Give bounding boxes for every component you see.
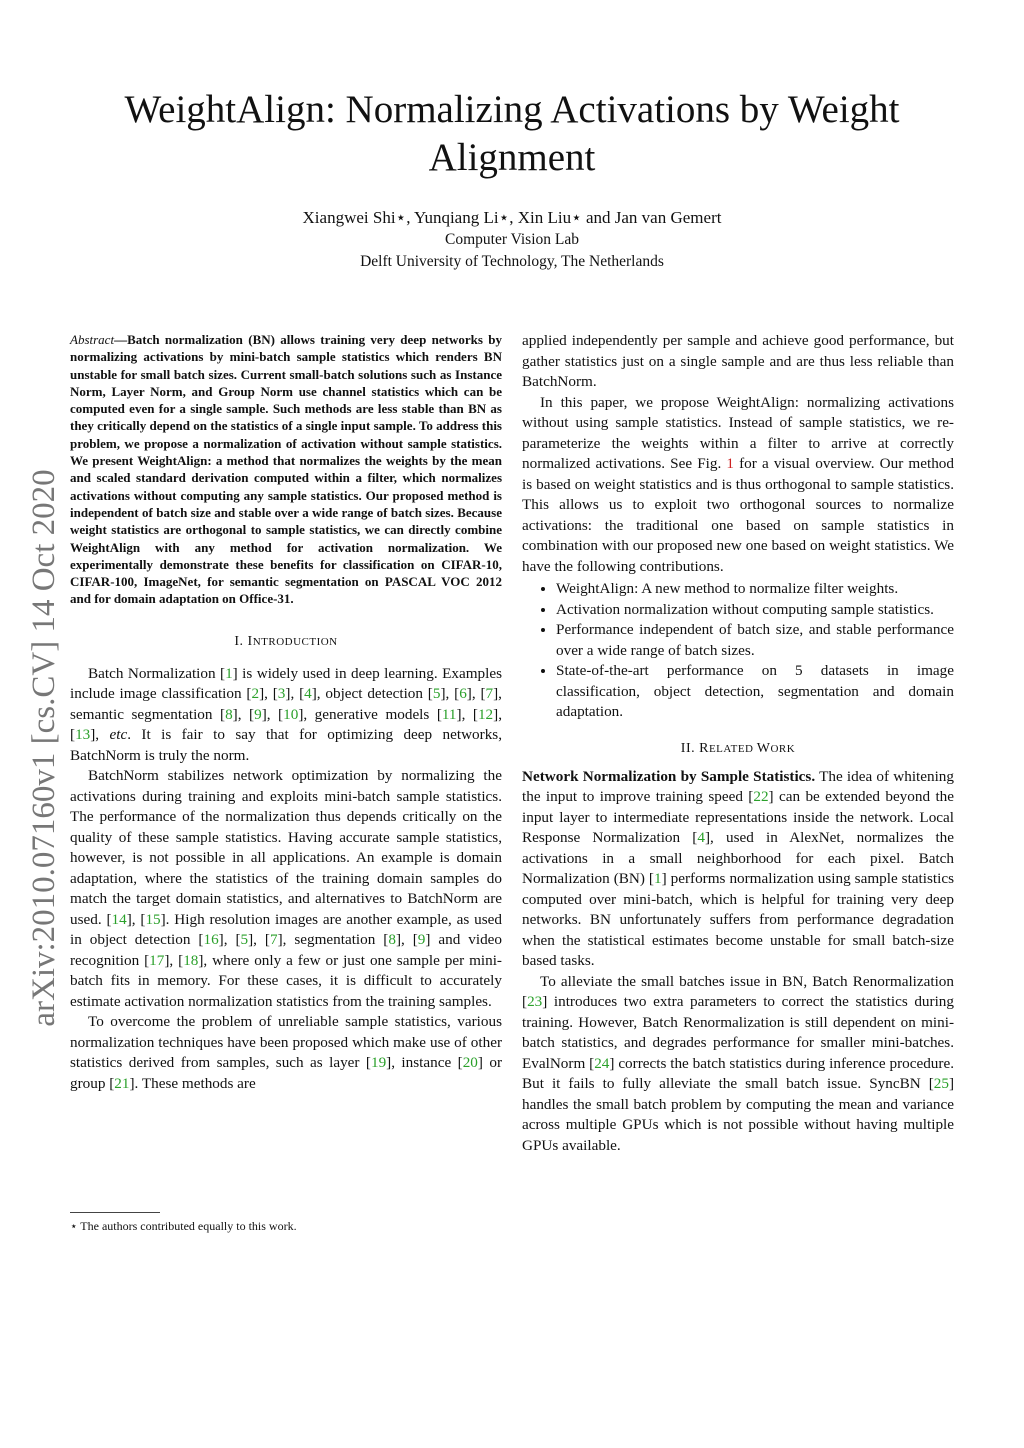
citation-link[interactable]: 9 [254,705,262,723]
footnote-rule [70,1212,160,1213]
citation-link[interactable]: 23 [527,993,543,1010]
related-paragraph-1: Network Normalization by Sample Statistics. The idea of whitening the input to improve training speed [22] can be extended beyond the input layer to intermediate representations inside the network. Local Response Normalization [4], used in AlexNet, normalizes the activations in a small neighborhood for each pixel. Batch Normalization (BN) [1] performs normalization using sample statistics computed over mini-batch, which is helpful for training very deep networks. BN unfortunately suffers from performance degradation when the statistical estimates become unstable for small batch-size based tasks. [522,767,954,969]
citation-link[interactable]: 7 [485,685,494,703]
section-heading-introduction: I. INTRODUCTION [234,633,338,649]
author-list: Xiangwei Shi⋆, Yunqiang Li⋆, Xin Liu⋆ and Jan van Gemert [302,208,722,227]
list-item: • Performance independent of batch size, and stable performance over a wide range of batch sizes. [556,620,954,661]
citation-link[interactable]: 25 [933,1075,949,1092]
citation-link[interactable]: 11 [441,705,457,723]
citation-link[interactable]: 3 [277,685,286,703]
citation-link[interactable]: 20 [462,1054,478,1072]
right-paragraph-continuation: applied independently per sample and achieve good performance, but gather statistics just on a single sample and are thus less reliable than BatchNorm. [522,332,954,390]
citation-link[interactable]: 19 [370,1054,387,1072]
affiliation-university: Delft University of Technology, The Netherlands [360,253,664,270]
section-heading-related-work: II. RELATED WORK [680,740,796,756]
figure-reference-link[interactable]: 1 [726,455,734,472]
citation-link[interactable]: 1 [653,870,662,887]
citation-link[interactable]: 9 [417,931,426,949]
citation-link[interactable]: 5 [240,931,249,949]
affiliation-lab: Computer Vision Lab [445,231,579,248]
citation-link[interactable]: 21 [114,1074,130,1092]
intro-paragraph-2: BatchNorm stabilizes network optimization by normalizing the activations during training and exploits mini-batch sample statistics. The performance of the normalization thus depends critically on the quality of these sample statistics. Having accurate sample statistics, however, is not possible in all applications. An example is domain adaptation, where the statistics of the training domain samples do match the target domain statistics, and alternatives to BatchNorm are used. [14], [15]. High resolution images are another example, as used in object detection [16], [5], [7], segmentation [8], [9] and video recognition [17], [18], where only a few or just one sample per mini-batch fits in memory. For these cases, it is difficult to accurately estimate activation normalization statistics from the training samples. [70,767,502,1010]
citation-link[interactable]: 4 [304,685,312,703]
paper-title: WeightAlign: Normalizing Activations by Weight Alignment [124,88,900,179]
citation-link[interactable]: 7 [269,931,278,949]
citation-link[interactable]: 18 [183,951,199,969]
related-paragraph-2: To alleviate the small batches issue in BN, Batch Renormalization [23] introduces two extra parameters to correct the statistics during training. However, Batch Renormalization is still dependent on mini-batch statistics, and degrades performance for smaller mini-batches. EvalNorm [24] corrects the batch statistics during inference procedure. But it fails to fully alleviate the small batch issue. SyncBN [25] handles the small batch problem by computing the mean and variance across multiple GPUs which is not possible without having multiple GPUs available. [522,972,954,1154]
citation-link[interactable]: 17 [149,951,165,969]
list-item: • State-of-the-art performance on 5 datasets in image classification, object detection, segmentation and domain adaptation. [556,661,954,723]
citation-link[interactable]: 14 [111,910,127,928]
citation-link[interactable]: 24 [594,1054,610,1072]
citation-link[interactable]: 2 [251,685,260,703]
citation-link[interactable]: 10 [283,705,299,723]
abstract [70,331,502,608]
citation-link[interactable]: 12 [477,705,494,723]
citation-link[interactable]: 8 [225,705,233,723]
right-column [522,331,954,1156]
intro-paragraph-1: Batch Normalization [1] is widely used in deep learning. Examples include image classification [2], [3], [4], object detection [5], [6], [7], semantic segmentation [8], [9], [10], generative models [11], [12], [13], etc. It is fair to say that for optimizing deep networks, BatchNorm is truly the norm. [70,664,502,764]
list-item: • WeightAlign: A new method to normalize filter weights. [556,579,954,600]
citation-link[interactable]: 4 [697,829,705,846]
citation-link[interactable]: 15 [145,910,161,928]
citation-link[interactable]: 8 [388,931,396,949]
citation-link[interactable]: 13 [75,726,91,744]
abstract-label: Abstract [70,332,115,347]
contribution-list [522,579,954,723]
right-paragraph-proposal: In this paper, we propose WeightAlign: normalizing activations without using sample statistics. Instead of sample statistics, we re-parameterize the weights within a filter to arrive at correctly normalized activations. See Fig. 1 for a visual overview. Our method is based on weight statistics and is thus orthogonal to sample statistics. This allows us to exploit two orthogonal sources to normalize activations: the traditional one based on sample statistics in combination with our proposed new one based on weight statistics. We have the following contributions. [522,393,954,575]
citation-link[interactable]: 5 [432,685,441,703]
citation-link[interactable]: 16 [203,931,219,949]
run-in-heading: Network Normalization by Sample Statistics. [522,767,816,785]
citation-link[interactable]: 6 [459,685,467,703]
citation-link[interactable]: 1 [225,664,233,682]
footnote: ⋆ The authors contributed equally to this work. [70,1219,297,1233]
abstract-text: —Batch normalization (BN) allows training very deep networks by normalizing activations by mini-batch sample statistics which renders BN unstable for small batch sizes. Current small-batch solutions such as Instance Norm, Layer Norm, and Group Norm use channel statistics which can be computed even for a single sample. Such methods are less stable than BN as they critically depend on the statistics of a single input sample. To address this problem, we propose a normalization of activation without sample statistics. We present WeightAlign: a method that normalizes the weights by the mean and scaled standard derivation computed within a filter, which normalizes activations without computing any sample statistics. Our proposed method is independent of batch size and stable over a wide range of batch sizes. Because weight statistics are orthogonal to sample statistics, we can directly combine WeightAlign with any method for activation normalization. We experimentally demonstrate these benefits for classification on CIFAR-10, CIFAR-100, ImageNet, for semantic segmentation on PASCAL VOC 2012 and for domain adaptation on Office-31. [70,332,502,607]
list-item: • Activation normalization without computing sample statistics. [556,600,954,621]
citation-link[interactable]: 22 [753,788,769,805]
intro-paragraph-3: To overcome the problem of unreliable sample statistics, various normalization techniques have been proposed which make use of other statistics derived from samples, such as layer [19], instance [20] or group [21]. These methods are [70,1013,503,1092]
arxiv-identifier: arXiv:2010.07160v1 [cs.CV] 14 Oct 2020 [26,469,62,1027]
left-column [70,331,502,1094]
